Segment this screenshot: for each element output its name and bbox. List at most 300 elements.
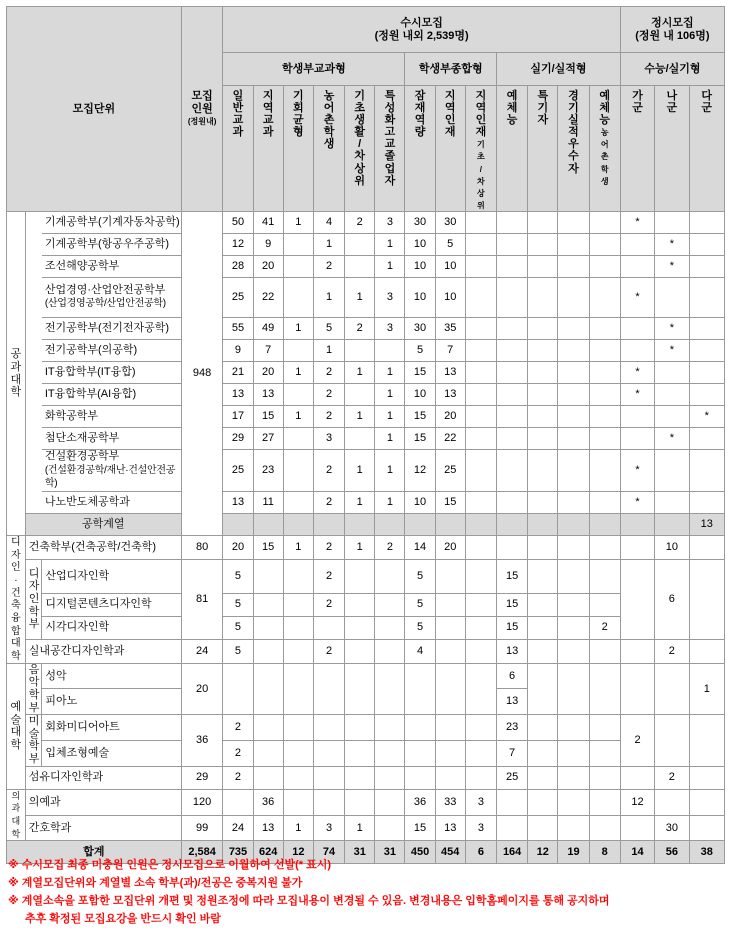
value-cell bbox=[589, 339, 620, 361]
dept-name: 첨단소재공학부 bbox=[44, 432, 120, 445]
value-cell: 13 bbox=[689, 514, 725, 536]
value-cell: 19 bbox=[558, 841, 589, 864]
value-cell: 454 bbox=[435, 841, 465, 864]
value-cell: 2 bbox=[313, 361, 344, 383]
column-sublabel: 농 어 촌 학 생 bbox=[600, 128, 609, 186]
column-label: 예 체 능 bbox=[599, 90, 611, 127]
table-row bbox=[7, 593, 725, 616]
dept-cell bbox=[42, 255, 181, 277]
value-cell bbox=[283, 233, 313, 255]
value-cell: 12 bbox=[283, 841, 313, 864]
dept-name: 산업경영·산업안전공학부 bbox=[44, 283, 166, 296]
value-cell bbox=[283, 449, 313, 491]
value-cell: 13 bbox=[223, 492, 253, 514]
column-header bbox=[253, 86, 283, 212]
value-cell bbox=[465, 211, 496, 233]
value-cell: 5 bbox=[223, 560, 253, 593]
column-header bbox=[655, 86, 689, 212]
value-cell bbox=[528, 317, 558, 339]
value-cell bbox=[620, 766, 654, 789]
value-cell bbox=[689, 361, 725, 383]
value-cell: 2 bbox=[313, 449, 344, 491]
value-cell: 13 bbox=[497, 689, 528, 715]
subgroup-label: 미술 학부 bbox=[28, 715, 40, 766]
value-cell: 9 bbox=[253, 233, 283, 255]
value-cell bbox=[283, 383, 313, 405]
dept-cell bbox=[42, 233, 181, 255]
table-row bbox=[7, 317, 725, 339]
value-cell: 8 bbox=[589, 841, 620, 864]
value-cell: 10 bbox=[435, 255, 465, 277]
value-cell: 13 bbox=[435, 361, 465, 383]
column-label: 경 기 실 적 우 수 자 bbox=[568, 90, 579, 175]
value-cell: 5 bbox=[405, 560, 435, 593]
value-cell: 1 bbox=[375, 361, 405, 383]
value-cell bbox=[589, 766, 620, 789]
value-cell bbox=[497, 536, 528, 560]
value-cell bbox=[223, 663, 253, 715]
value-cell bbox=[313, 715, 344, 741]
value-cell bbox=[465, 427, 496, 449]
value-cell bbox=[558, 815, 589, 841]
value-cell bbox=[375, 815, 405, 841]
value-cell bbox=[655, 361, 689, 383]
value-cell: 15 bbox=[497, 593, 528, 616]
column-label: 기 회 균 형 bbox=[293, 90, 304, 139]
value-cell bbox=[313, 766, 344, 789]
value-cell: 14 bbox=[620, 841, 654, 864]
value-cell: 15 bbox=[405, 405, 435, 427]
value-cell bbox=[558, 383, 589, 405]
value-cell: 2 bbox=[345, 211, 375, 233]
value-cell bbox=[497, 789, 528, 815]
college-medicine bbox=[7, 789, 26, 841]
value-cell bbox=[655, 211, 689, 233]
value-cell: 450 bbox=[405, 841, 435, 864]
value-cell: 30 bbox=[405, 317, 435, 339]
dept-name: 건설환경공학부 bbox=[44, 449, 120, 462]
value-cell: 2 bbox=[313, 639, 344, 663]
value-cell bbox=[620, 339, 654, 361]
value-cell: 2 bbox=[345, 317, 375, 339]
value-cell bbox=[375, 514, 405, 536]
value-cell bbox=[589, 277, 620, 317]
value-cell: 2 bbox=[223, 715, 253, 741]
value-cell bbox=[313, 740, 344, 766]
value-cell bbox=[528, 766, 558, 789]
value-cell bbox=[465, 383, 496, 405]
value-cell: 25 bbox=[223, 277, 253, 317]
value-cell bbox=[528, 663, 558, 715]
quota-cell: 120 bbox=[181, 789, 223, 815]
value-cell bbox=[375, 740, 405, 766]
value-cell: 2 bbox=[313, 383, 344, 405]
value-cell bbox=[528, 449, 558, 491]
quota-cell: 36 bbox=[181, 715, 223, 767]
value-cell bbox=[589, 361, 620, 383]
value-cell bbox=[497, 449, 528, 491]
value-cell bbox=[558, 766, 589, 789]
value-cell bbox=[589, 317, 620, 339]
value-cell: * bbox=[620, 383, 654, 405]
value-cell: 6 bbox=[655, 560, 689, 639]
value-cell bbox=[465, 233, 496, 255]
value-cell bbox=[283, 766, 313, 789]
total-quota: 2,584 bbox=[181, 841, 223, 864]
admissions-table bbox=[6, 6, 725, 864]
value-cell bbox=[655, 383, 689, 405]
dept-cell: 건축학부(건축공학/건축학) bbox=[25, 536, 181, 560]
value-cell bbox=[689, 255, 725, 277]
value-cell bbox=[283, 255, 313, 277]
dept-cell bbox=[42, 383, 181, 405]
value-cell: * bbox=[655, 317, 689, 339]
value-cell bbox=[497, 405, 528, 427]
value-cell bbox=[465, 663, 496, 715]
group-header: 학생부종합형 bbox=[405, 53, 497, 86]
value-cell bbox=[620, 233, 654, 255]
value-cell bbox=[558, 639, 589, 663]
value-cell: 15 bbox=[253, 536, 283, 560]
value-cell: 13 bbox=[435, 383, 465, 405]
value-cell: 1 bbox=[345, 361, 375, 383]
table-row bbox=[7, 616, 725, 639]
value-cell bbox=[465, 514, 496, 536]
column-label: 기 초 생 활 / 차 상 위 bbox=[354, 90, 366, 187]
value-cell bbox=[345, 789, 375, 815]
value-cell: 1 bbox=[689, 663, 725, 715]
column-header bbox=[283, 86, 313, 212]
dept-cell: 간호학과 bbox=[25, 815, 181, 841]
column-label: 특 기 자 bbox=[537, 90, 549, 127]
dept-cell bbox=[42, 317, 181, 339]
value-cell bbox=[589, 449, 620, 491]
value-cell: 6 bbox=[465, 841, 496, 864]
value-cell: 2 bbox=[655, 639, 689, 663]
value-cell bbox=[465, 536, 496, 560]
column-header bbox=[558, 86, 589, 212]
value-cell: 1 bbox=[375, 492, 405, 514]
value-cell bbox=[589, 639, 620, 663]
value-cell: 9 bbox=[223, 339, 253, 361]
value-cell: 1 bbox=[283, 536, 313, 560]
value-cell bbox=[465, 405, 496, 427]
value-cell bbox=[528, 789, 558, 815]
value-cell bbox=[528, 383, 558, 405]
value-cell bbox=[313, 663, 344, 715]
value-cell bbox=[283, 560, 313, 593]
value-cell bbox=[689, 233, 725, 255]
dept-cell: 성악 bbox=[42, 663, 181, 689]
value-cell bbox=[689, 536, 725, 560]
value-cell: 56 bbox=[655, 841, 689, 864]
value-cell: 1 bbox=[313, 339, 344, 361]
value-cell bbox=[558, 715, 589, 741]
value-cell bbox=[689, 560, 725, 639]
value-cell bbox=[558, 740, 589, 766]
value-cell: * bbox=[655, 427, 689, 449]
value-cell bbox=[528, 339, 558, 361]
value-cell bbox=[558, 277, 589, 317]
value-cell bbox=[283, 616, 313, 639]
value-cell: 3 bbox=[313, 427, 344, 449]
value-cell: 10 bbox=[405, 255, 435, 277]
value-cell bbox=[528, 715, 558, 741]
value-cell bbox=[528, 560, 558, 593]
value-cell: 11 bbox=[253, 492, 283, 514]
value-cell: 1 bbox=[345, 277, 375, 317]
value-cell bbox=[528, 233, 558, 255]
value-cell bbox=[558, 361, 589, 383]
susi-header bbox=[223, 7, 620, 53]
table-row bbox=[7, 715, 725, 741]
value-cell: 25 bbox=[435, 449, 465, 491]
table-row bbox=[7, 427, 725, 449]
value-cell bbox=[589, 255, 620, 277]
value-cell: 31 bbox=[345, 841, 375, 864]
value-cell: 1 bbox=[345, 492, 375, 514]
value-cell: 12 bbox=[405, 449, 435, 491]
value-cell bbox=[620, 427, 654, 449]
value-cell bbox=[528, 361, 558, 383]
column-label: 잠 재 역 량 bbox=[414, 90, 426, 139]
dept-cell: 시각디자인학 bbox=[42, 616, 181, 639]
value-cell bbox=[405, 663, 435, 715]
quota-note: (정원내) bbox=[187, 117, 217, 127]
dept-name: 기계공학부(항공우주공학) bbox=[44, 238, 170, 251]
table-row bbox=[7, 277, 725, 317]
value-cell: 164 bbox=[497, 841, 528, 864]
college-arts bbox=[7, 663, 26, 789]
quota-cell: 81 bbox=[181, 560, 223, 639]
value-cell bbox=[620, 663, 654, 715]
value-cell bbox=[689, 815, 725, 841]
value-cell: 2 bbox=[589, 616, 620, 639]
column-header bbox=[375, 86, 405, 212]
susi-sub: (정원 내외 2,539명) bbox=[374, 29, 469, 42]
value-cell: 2 bbox=[375, 536, 405, 560]
value-cell bbox=[655, 514, 689, 536]
value-cell: 12 bbox=[223, 233, 253, 255]
value-cell: 13 bbox=[253, 383, 283, 405]
value-cell bbox=[528, 639, 558, 663]
quota-cell: 80 bbox=[181, 536, 223, 560]
value-cell: 20 bbox=[435, 405, 465, 427]
value-cell bbox=[435, 715, 465, 741]
quota-cell: 24 bbox=[181, 639, 223, 663]
dept-name: IT융합학부(AI융합) bbox=[44, 388, 137, 401]
table-row bbox=[7, 740, 725, 766]
value-cell bbox=[620, 536, 654, 560]
value-cell bbox=[689, 449, 725, 491]
value-cell bbox=[253, 514, 283, 536]
column-header bbox=[497, 86, 528, 212]
value-cell bbox=[589, 211, 620, 233]
value-cell bbox=[558, 789, 589, 815]
value-cell: 1 bbox=[283, 211, 313, 233]
table-row bbox=[7, 766, 725, 789]
value-cell: 15 bbox=[405, 361, 435, 383]
value-cell bbox=[689, 383, 725, 405]
column-header bbox=[405, 86, 435, 212]
value-cell: * bbox=[620, 492, 654, 514]
value-cell: 7 bbox=[435, 339, 465, 361]
value-cell bbox=[589, 740, 620, 766]
value-cell: 2 bbox=[655, 766, 689, 789]
value-cell bbox=[253, 616, 283, 639]
column-header bbox=[223, 86, 253, 212]
value-cell bbox=[589, 715, 620, 741]
dept-cell: 산업디자인학 bbox=[42, 560, 181, 593]
value-cell: * bbox=[620, 449, 654, 491]
note-3: ※ 계열소속을 포함한 모집단위 개편 및 정원조정에 따라 모집내용이 변경될 수 있음. 변경내용은 입학홈페이지를 통해 공지하며 bbox=[8, 895, 610, 907]
total-label: 합계 bbox=[7, 841, 182, 864]
value-cell bbox=[345, 233, 375, 255]
value-cell: 24 bbox=[223, 815, 253, 841]
value-cell bbox=[465, 339, 496, 361]
value-cell bbox=[655, 277, 689, 317]
value-cell bbox=[558, 211, 589, 233]
column-label: 지 역 교 과 bbox=[262, 90, 274, 139]
column-header bbox=[589, 86, 620, 212]
value-cell bbox=[435, 560, 465, 593]
value-cell bbox=[655, 663, 689, 715]
table-row bbox=[7, 492, 725, 514]
value-cell bbox=[465, 255, 496, 277]
value-cell bbox=[345, 663, 375, 715]
value-cell bbox=[345, 715, 375, 741]
value-cell bbox=[558, 593, 589, 616]
table-row bbox=[7, 255, 725, 277]
value-cell: 3 bbox=[313, 815, 344, 841]
value-cell: 25 bbox=[497, 766, 528, 789]
value-cell bbox=[620, 255, 654, 277]
value-cell bbox=[558, 449, 589, 491]
value-cell: 12 bbox=[620, 789, 654, 815]
table-row bbox=[7, 339, 725, 361]
dept-cell bbox=[42, 361, 181, 383]
value-cell bbox=[283, 427, 313, 449]
value-cell bbox=[558, 427, 589, 449]
column-header bbox=[528, 86, 558, 212]
value-cell: 22 bbox=[253, 277, 283, 317]
value-cell bbox=[465, 449, 496, 491]
value-cell: 2 bbox=[313, 405, 344, 427]
fine-art-school-label bbox=[25, 715, 42, 767]
value-cell: 1 bbox=[345, 536, 375, 560]
value-cell: 30 bbox=[655, 815, 689, 841]
value-cell: 10 bbox=[405, 233, 435, 255]
value-cell bbox=[589, 233, 620, 255]
value-cell bbox=[283, 639, 313, 663]
value-cell bbox=[313, 616, 344, 639]
value-cell: 2 bbox=[313, 536, 344, 560]
table-row bbox=[7, 514, 725, 536]
value-cell bbox=[345, 339, 375, 361]
value-cell: 2 bbox=[620, 715, 654, 767]
value-cell: 20 bbox=[253, 361, 283, 383]
value-cell bbox=[497, 317, 528, 339]
value-cell: * bbox=[689, 405, 725, 427]
value-cell: 2 bbox=[223, 766, 253, 789]
value-cell bbox=[689, 715, 725, 767]
value-cell: 735 bbox=[223, 841, 253, 864]
column-label: 나 군 bbox=[666, 90, 678, 115]
value-cell bbox=[497, 815, 528, 841]
dept-cell: 섬유디자인학과 bbox=[25, 766, 181, 789]
value-cell bbox=[497, 339, 528, 361]
value-cell bbox=[375, 663, 405, 715]
value-cell bbox=[345, 560, 375, 593]
table-row bbox=[7, 7, 725, 53]
value-cell bbox=[589, 789, 620, 815]
value-cell bbox=[405, 740, 435, 766]
college-label: 의 과 대 학 bbox=[11, 790, 21, 839]
value-cell bbox=[558, 233, 589, 255]
dept-cell bbox=[42, 277, 181, 317]
value-cell bbox=[283, 715, 313, 741]
value-cell bbox=[689, 339, 725, 361]
value-cell: 15 bbox=[253, 405, 283, 427]
value-cell bbox=[283, 593, 313, 616]
value-cell: 21 bbox=[223, 361, 253, 383]
value-cell: 1 bbox=[375, 383, 405, 405]
value-cell bbox=[253, 593, 283, 616]
value-cell: 4 bbox=[313, 211, 344, 233]
value-cell: 3 bbox=[375, 277, 405, 317]
value-cell bbox=[589, 427, 620, 449]
value-cell bbox=[689, 427, 725, 449]
value-cell bbox=[465, 277, 496, 317]
value-cell bbox=[283, 339, 313, 361]
college-label: 공 과 대 학 bbox=[10, 348, 22, 399]
value-cell: 5 bbox=[223, 616, 253, 639]
dept-cell: 피아노 bbox=[42, 689, 181, 715]
value-cell bbox=[223, 514, 253, 536]
value-cell bbox=[313, 514, 344, 536]
column-header bbox=[620, 86, 654, 212]
value-cell bbox=[528, 815, 558, 841]
value-cell bbox=[589, 593, 620, 616]
value-cell: 13 bbox=[497, 639, 528, 663]
dept-cell bbox=[42, 492, 181, 514]
value-cell bbox=[655, 715, 689, 767]
value-cell: 7 bbox=[497, 740, 528, 766]
column-label: 지 역 인 재 bbox=[444, 90, 456, 139]
value-cell: 31 bbox=[375, 841, 405, 864]
value-cell: 3 bbox=[375, 211, 405, 233]
column-header bbox=[689, 86, 725, 212]
value-cell bbox=[497, 255, 528, 277]
value-cell bbox=[465, 492, 496, 514]
value-cell: 1 bbox=[345, 449, 375, 491]
value-cell: 3 bbox=[465, 815, 496, 841]
dept-cell: 디지털콘텐츠디자인학 bbox=[42, 593, 181, 616]
value-cell: 1 bbox=[375, 233, 405, 255]
value-cell: 2 bbox=[313, 255, 344, 277]
column-header bbox=[465, 86, 496, 212]
value-cell bbox=[497, 427, 528, 449]
value-cell bbox=[589, 663, 620, 715]
spacer-cell bbox=[25, 211, 42, 513]
group-header: 수능/실기형 bbox=[620, 53, 724, 86]
value-cell bbox=[558, 560, 589, 593]
value-cell: 10 bbox=[405, 492, 435, 514]
value-cell: * bbox=[620, 211, 654, 233]
music-school-label bbox=[25, 663, 42, 715]
table-row bbox=[7, 383, 725, 405]
college-label: 예 술 대 학 bbox=[10, 700, 22, 751]
